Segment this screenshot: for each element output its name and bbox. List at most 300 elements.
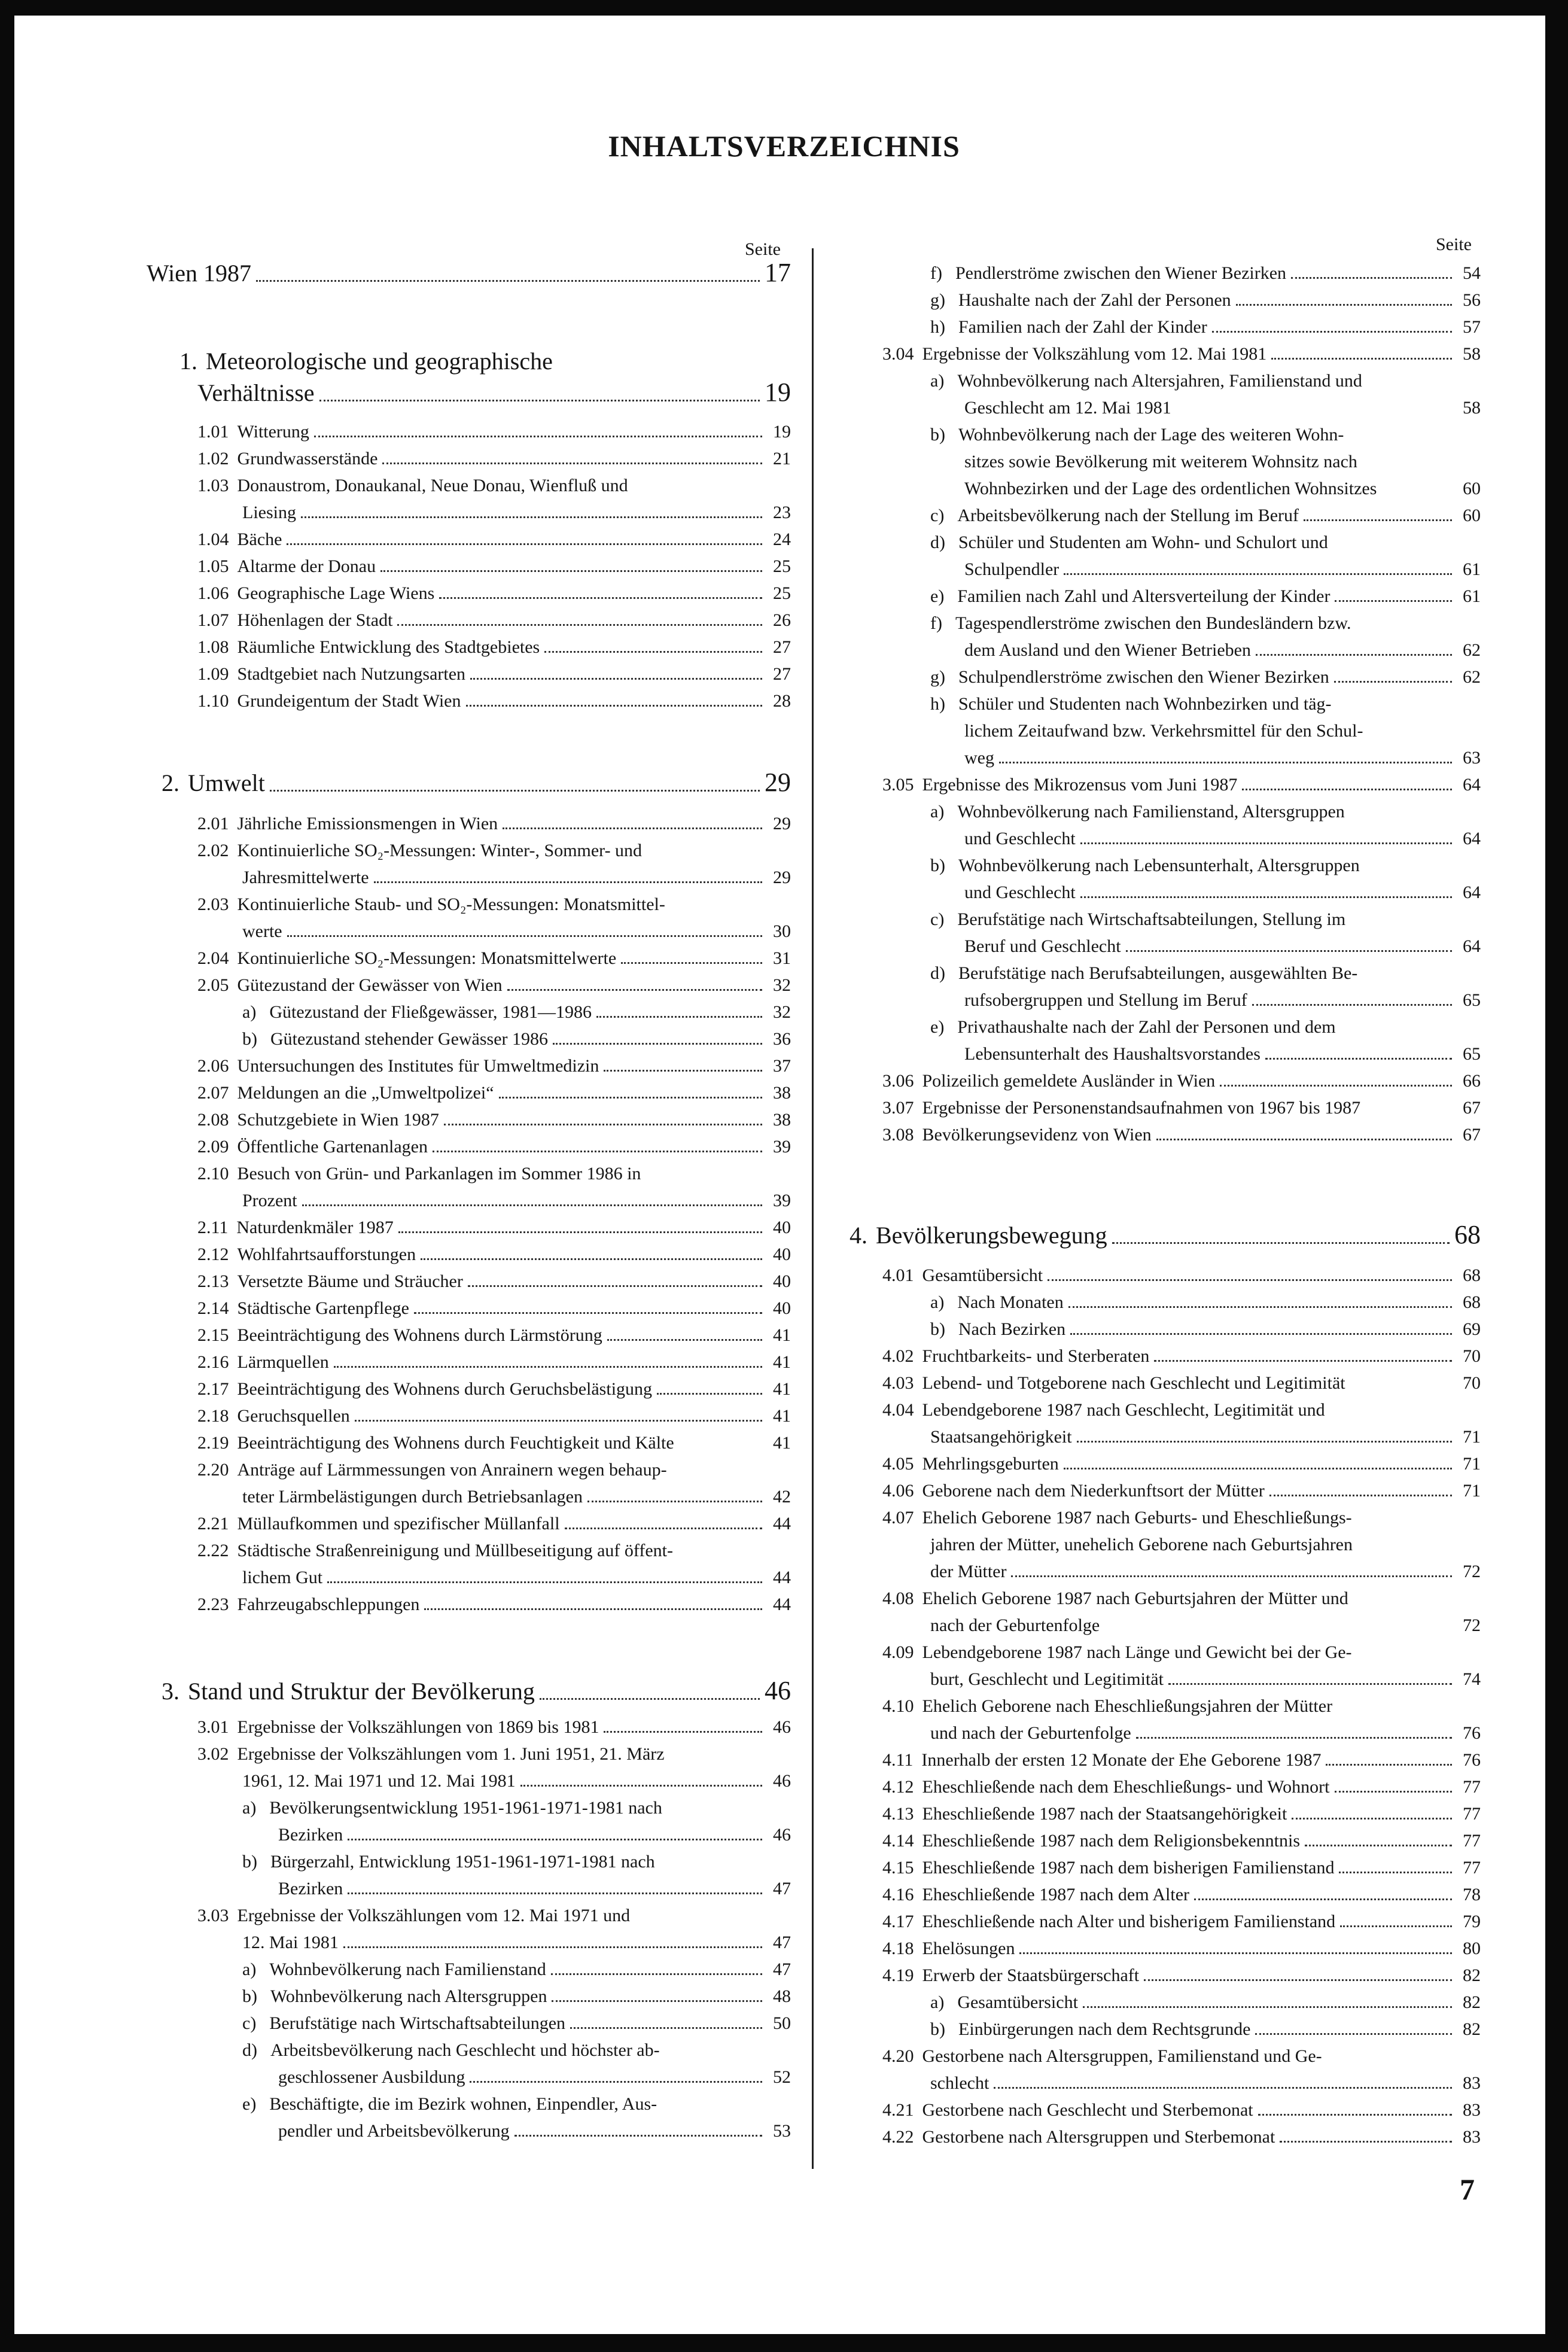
toc-entry-page: 79 (1463, 1912, 1481, 1931)
toc-entry-number: 1.06 (197, 583, 229, 603)
toc-entry-title: Wohnbevölkerung nach Familienstand (269, 1960, 546, 1979)
toc-entry-title: Lärmquellen (237, 1352, 329, 1372)
dot-leader (604, 1070, 762, 1072)
toc-entry-title: Ehelich Geborene nach Eheschließungsjahren der Mütter (922, 1696, 1333, 1716)
toc-entry-page: 19 (765, 378, 791, 407)
toc-entry (197, 814, 791, 834)
toc-entry-number: g) (930, 290, 945, 310)
toc-entry-page: 46 (773, 1771, 791, 1791)
dot-leader (348, 1892, 762, 1894)
toc-entry (930, 1562, 1481, 1582)
toc-entry-number: 2.14 (197, 1298, 229, 1318)
toc-entry-page: 39 (773, 1191, 791, 1210)
toc-entry-number: 2.16 (197, 1352, 229, 1372)
dot-leader (1070, 1333, 1452, 1335)
toc-entry-title: Beruf und Geschlecht (964, 936, 1121, 956)
toc-entry (882, 1346, 1481, 1367)
toc-entry (882, 2046, 1481, 2067)
dot-leader (1080, 896, 1452, 898)
toc-entry (930, 613, 1481, 634)
toc-entry-page: 76 (1463, 1723, 1481, 1743)
toc-entry-title: weg (964, 748, 994, 768)
toc-entry-page: 38 (773, 1083, 791, 1103)
toc-entry-title: Meldungen an die „Umweltpolizei“ (237, 1083, 494, 1103)
toc-entry-page: 36 (773, 1029, 791, 1049)
toc-entry-title: Kontinuierliche SO₂-Messungen: Winter-, Sommer- und (237, 841, 643, 860)
toc-entry (882, 1831, 1481, 1851)
toc-entry-title: Wohnbezirken und der Lage des ordentlichen Wohnsitzes (964, 479, 1377, 498)
toc-entry (242, 1771, 791, 1791)
toc-entry-number: h) (930, 694, 945, 714)
toc-entry (882, 1750, 1481, 1770)
toc-entry-number: 4.06 (882, 1481, 914, 1501)
toc-entry-title: pendler und Arbeitsbevölkerung (278, 2121, 510, 2141)
toc-entry (197, 1906, 791, 1926)
toc-entry (197, 1595, 791, 1615)
toc-entry (930, 1723, 1481, 1744)
toc-entry-number: a) (930, 1992, 945, 2012)
toc-entry (930, 2073, 1481, 2094)
toc-entry-title: Fahrzeugabschleppungen (237, 1595, 420, 1614)
dot-leader (444, 1124, 762, 1125)
dot-leader (256, 280, 760, 282)
dot-leader (540, 1698, 760, 1700)
toc-entry (242, 1568, 791, 1588)
toc-entry-title: Liesing (242, 503, 296, 522)
toc-entry-title: Ergebnisse der Volkszählung vom 12. Mai 1981 (922, 344, 1267, 364)
toc-entry-page: 61 (1463, 586, 1481, 606)
toc-entry (242, 1002, 791, 1023)
toc-entry-page: 28 (773, 691, 791, 711)
toc-entry (930, 1319, 1481, 1340)
toc-entry (197, 1433, 791, 1453)
toc-entry-page: 83 (1463, 2127, 1481, 2147)
toc-entry-number: 2.22 (197, 1541, 229, 1560)
toc-entry (882, 1642, 1481, 1663)
dot-leader (553, 1043, 762, 1045)
toc-entry-title: Berufstätige nach Wirtschaftsabteilungen (269, 2013, 566, 2033)
toc-entry-page: 32 (773, 1002, 791, 1022)
toc-entry-page: 41 (773, 1406, 791, 1426)
dot-leader (1212, 331, 1452, 333)
toc-entry-title: 1961, 12. Mai 1971 und 12. Mai 1981 (242, 1771, 516, 1791)
toc-entry-page: 63 (1463, 748, 1481, 768)
toc-entry (882, 1777, 1481, 1797)
toc-entry-page: 64 (1463, 883, 1481, 902)
toc-entry (882, 1481, 1481, 1501)
toc-entry-title: Privathaushalte nach der Zahl der Personen und dem (957, 1017, 1336, 1037)
toc-entry (242, 1852, 791, 1872)
toc-entry-page: 41 (773, 1325, 791, 1345)
toc-entry (242, 1798, 791, 1818)
toc-entry-page: 44 (773, 1568, 791, 1587)
toc-entry-title: Umwelt (188, 769, 265, 796)
toc-entry-title: Ehelich Geborene 1987 nach Geburtsjahren der Mütter und (922, 1589, 1348, 1608)
dot-leader (319, 400, 760, 401)
toc-entry-title: Pendlerströme zwischen den Wiener Bezirken (955, 263, 1287, 283)
toc-entry-page: 27 (773, 637, 791, 657)
toc-entry (197, 1137, 791, 1157)
toc-entry-number: d) (930, 963, 945, 983)
toc-entry-number: 1.01 (197, 422, 229, 442)
dot-leader (1339, 1872, 1452, 1873)
dot-leader (657, 1393, 762, 1395)
toc-entry (882, 1098, 1481, 1118)
toc-entry-title: Altarme der Donau (237, 556, 376, 576)
toc-entry-page: 77 (1463, 1804, 1481, 1824)
toc-entry (882, 2127, 1481, 2147)
toc-entry-page: 64 (1463, 936, 1481, 956)
toc-entry (197, 1164, 791, 1184)
toc-entry-number: 2.08 (197, 1110, 229, 1130)
dot-leader (1265, 1058, 1452, 1060)
seite-label-right: Seite (1436, 235, 1472, 254)
toc-entry-page: 19 (773, 422, 791, 442)
toc-entry-page: 46 (773, 1825, 791, 1845)
dot-leader (380, 570, 762, 572)
toc-entry-title: Ergebnisse der Personenstandsaufnahmen von 1967 bis 1987 (922, 1098, 1361, 1118)
toc-entry-title: Untersuchungen des Institutes für Umweltmedizin (237, 1056, 599, 1076)
toc-entry-title: Höhenlagen der Stadt (237, 610, 393, 630)
toc-entry-title: Wohnbevölkerung nach Altersgruppen (270, 1986, 547, 2006)
dot-leader (1112, 1242, 1450, 1244)
toc-entry-page: 37 (773, 1056, 791, 1076)
toc-entry-number: b) (930, 1319, 945, 1339)
dot-leader (551, 1973, 762, 1975)
toc-entry-number: c) (242, 2013, 257, 2033)
toc-entry-page: 40 (773, 1245, 791, 1264)
toc-entry-title: Staatsangehörigkeit (930, 1427, 1072, 1447)
toc-entry-number: 2.11 (197, 1218, 229, 1237)
toc-entry-number: e) (930, 1017, 945, 1037)
toc-entry-page: 26 (773, 610, 791, 630)
toc-entry (882, 1454, 1481, 1474)
toc-entry (882, 1373, 1481, 1393)
toc-entry-number: 3. (162, 1678, 179, 1705)
dot-leader (397, 624, 762, 626)
toc-entry-title: Schulpendler (964, 559, 1059, 579)
toc-entry-title: Gesamtübersicht (922, 1265, 1043, 1285)
toc-entry-title: Stadtgebiet nach Nutzungsarten (237, 664, 466, 684)
toc-entry-title: Witterung (237, 422, 309, 442)
toc-entry-title: Ehelösungen (922, 1939, 1015, 1958)
toc-entry-number: 4.10 (882, 1696, 914, 1716)
toc-entry (197, 975, 791, 996)
dot-leader (374, 881, 762, 883)
toc-entry (882, 1885, 1481, 1905)
toc-entry-page: 24 (773, 530, 791, 549)
toc-entry (964, 452, 1481, 472)
toc-entry (882, 1804, 1481, 1824)
toc-entry-page: 57 (1463, 317, 1481, 337)
dot-leader (1334, 681, 1452, 683)
toc-entry (242, 2094, 791, 2114)
dot-leader (499, 1097, 762, 1099)
toc-entry-page: 40 (773, 1298, 791, 1318)
toc-entry-number: b) (242, 1029, 257, 1049)
toc-entry-title: Kontinuierliche SO₂-Messungen: Monatsmittelwerte (237, 948, 617, 968)
toc-entry-number: 4.15 (882, 1858, 914, 1878)
toc-entry (197, 449, 791, 469)
toc-entry-page: 23 (773, 503, 791, 522)
toc-entry-page: 30 (773, 921, 791, 941)
toc-entry-page: 31 (773, 948, 791, 968)
toc-entry (930, 1535, 1481, 1555)
toc-entry-title: teter Lärmbelästigungen durch Betriebsanlagen (242, 1487, 583, 1507)
toc-entry-page: 58 (1463, 344, 1481, 364)
toc-entry-page: 47 (773, 1960, 791, 1979)
toc-entry (964, 398, 1481, 418)
toc-entry-number: 3.05 (882, 775, 914, 795)
toc-entry-number: 1.07 (197, 610, 229, 630)
toc-entry (930, 1292, 1481, 1313)
toc-entry-number: g) (930, 667, 945, 687)
toc-entry-page: 68 (1454, 1220, 1481, 1249)
toc-entry-title: Gütezustand stehender Gewässer 1986 (270, 1029, 549, 1049)
dot-leader (343, 1946, 762, 1948)
toc-entry-title: Versetzte Bäume und Sträucher (237, 1271, 463, 1291)
toc-entry-number: a) (242, 1798, 257, 1818)
toc-entry-title: Familien nach Zahl und Altersverteilung der Kinder (957, 586, 1330, 606)
dot-leader (1269, 1495, 1452, 1496)
toc-entry-page: 67 (1463, 1125, 1481, 1145)
toc-entry-page: 41 (773, 1433, 791, 1453)
toc-entry (964, 829, 1481, 849)
toc-entry-title: Besuch von Grün- und Parkanlagen im Sommer 1986 in (237, 1164, 641, 1183)
toc-entry (882, 1071, 1481, 1091)
toc-entry-page: 70 (1463, 1373, 1481, 1393)
toc-entry-title: nach der Geburtenfolge (930, 1615, 1100, 1635)
toc-entry-number: b) (930, 856, 945, 875)
toc-entry-page: 46 (773, 1717, 791, 1737)
toc-entry-page: 25 (773, 583, 791, 603)
toc-entry-page: 42 (773, 1487, 791, 1507)
toc-entry-title: Wohnbevölkerung nach Lebensunterhalt, Altersgruppen (958, 856, 1360, 875)
toc-entry-number: 4.17 (882, 1912, 914, 1931)
toc-entry-number: b) (242, 1986, 257, 2006)
scan-border-right (1545, 0, 1568, 2352)
toc-entry-title: Arbeitsbevölkerung nach der Stellung im Beruf (957, 506, 1299, 525)
toc-entry (197, 664, 791, 684)
dot-leader (520, 1785, 762, 1787)
dot-leader (1258, 2114, 1452, 2116)
dot-leader (570, 2027, 762, 2029)
toc-entry-page: 82 (1463, 1965, 1481, 1985)
toc-entry (964, 936, 1481, 957)
dot-leader (1048, 1279, 1452, 1281)
toc-entry-title: jahren der Mütter, unehelich Geborene nach Geburtsjahren (930, 1535, 1353, 1554)
toc-entry-page: 64 (1463, 775, 1481, 795)
dot-leader (1292, 1818, 1452, 1819)
toc-entry-title: dem Ausland und den Wiener Betrieben (964, 640, 1251, 660)
toc-entry-title: Berufstätige nach Wirtschaftsabteilungen, Stellung im (957, 909, 1346, 929)
toc-entry (197, 1218, 791, 1238)
dot-leader (503, 827, 762, 829)
toc-entry (162, 767, 791, 798)
toc-entry-title: Geborene nach dem Niederkunftsort der Mütter (922, 1481, 1265, 1501)
toc-entry (197, 583, 791, 604)
toc-entry-title: Wohlfahrtsaufforstungen (237, 1245, 416, 1264)
toc-entry-page: 53 (773, 2121, 791, 2141)
toc-entry-title: Wien 1987 (147, 260, 252, 287)
toc-entry-number: c) (930, 506, 945, 525)
toc-entry-page: 25 (773, 556, 791, 576)
toc-entry (850, 1219, 1481, 1250)
toc-entry-page: 54 (1463, 263, 1481, 283)
dot-leader (1335, 1791, 1452, 1793)
toc-entry-title: Bäche (237, 530, 282, 549)
toc-entry-page: 47 (773, 1933, 791, 1952)
toc-entry (197, 422, 791, 442)
toc-entry (882, 1508, 1481, 1528)
toc-entry-number: 4.04 (882, 1400, 914, 1420)
toc-entry-number: 3.08 (882, 1125, 914, 1145)
toc-entry (882, 1589, 1481, 1609)
dot-leader (552, 2000, 762, 2002)
toc-entry-number: 1.08 (197, 637, 229, 657)
toc-entry-page: 83 (1463, 2100, 1481, 2120)
toc-entry (964, 479, 1481, 499)
toc-entry-title: Städtische Gartenpflege (237, 1298, 409, 1318)
toc-entry-page: 47 (773, 1879, 791, 1898)
toc-entry-page: 77 (1463, 1777, 1481, 1797)
toc-entry (197, 637, 791, 658)
toc-entry-page: 64 (1463, 829, 1481, 848)
toc-entry (197, 1298, 791, 1319)
toc-entry-title: Naturdenkmäler 1987 (236, 1218, 394, 1237)
toc-entry (930, 963, 1481, 984)
toc-entry-title: burt, Geschlecht und Legitimität (930, 1669, 1164, 1689)
toc-entry (278, 2067, 791, 2088)
toc-entry-number: 2.13 (197, 1271, 229, 1291)
toc-entry-number: 2.02 (197, 841, 229, 860)
toc-entry-title: Öffentliche Gartenanlagen (237, 1137, 428, 1157)
toc-entry-page: 41 (773, 1352, 791, 1372)
toc-entry-number: 2.07 (197, 1083, 229, 1103)
toc-entry-title: der Mütter (930, 1562, 1007, 1581)
dot-leader (1340, 1925, 1452, 1927)
toc-entry-number: 2. (162, 769, 179, 796)
toc-entry (930, 263, 1481, 284)
toc-entry (242, 868, 791, 888)
toc-entry-page: 68 (1463, 1292, 1481, 1312)
toc-entry-title: Einbürgerungen nach dem Rechtsgrunde (958, 2019, 1251, 2039)
toc-entry-page: 78 (1463, 1885, 1481, 1904)
toc-entry-title: Prozent (242, 1191, 297, 1210)
toc-entry-page: 83 (1463, 2073, 1481, 2093)
toc-entry-page: 70 (1463, 1346, 1481, 1366)
toc-entry-page: 27 (773, 664, 791, 684)
dot-leader (1335, 600, 1452, 602)
toc-entry-number: 4.21 (882, 2100, 914, 2120)
toc-entry-number: 4.18 (882, 1939, 914, 1958)
toc-entry-page: 72 (1463, 1615, 1481, 1635)
toc-entry (197, 841, 791, 861)
toc-entry (882, 1965, 1481, 1986)
toc-entry-number: 2.19 (197, 1433, 229, 1453)
toc-entry (964, 721, 1481, 741)
page-number: 7 (1460, 2173, 1475, 2206)
toc-entry-title: Erwerb der Staatsbürgerschaft (922, 1965, 1140, 1985)
toc-entry-number: 2.15 (197, 1325, 229, 1345)
toc-entry-number: 1.02 (197, 449, 229, 468)
toc-entry-number: 4.12 (882, 1777, 914, 1797)
toc-entry-number: 3.02 (197, 1744, 229, 1764)
toc-entry-number: 4.19 (882, 1965, 914, 1985)
dot-leader (507, 989, 762, 991)
toc-entry-title: Müllaufkommen und spezifischer Müllanfall (237, 1514, 560, 1533)
toc-entry-page: 29 (773, 814, 791, 833)
toc-entry-title: rufsobergruppen und Stellung im Beruf (964, 990, 1247, 1010)
toc-entry (197, 691, 791, 711)
toc-entry-page: 29 (773, 868, 791, 887)
toc-entry-number: 2.01 (197, 814, 229, 833)
dot-leader (301, 516, 762, 518)
toc-entry-page: 60 (1463, 506, 1481, 525)
toc-entry (930, 856, 1481, 876)
toc-entry-page: 40 (773, 1218, 791, 1237)
toc-entry (964, 640, 1481, 661)
dot-leader (621, 962, 762, 964)
dot-leader (1126, 950, 1452, 952)
toc-entry-title: Lebend- und Totgeborene nach Geschlecht und Legitimität (922, 1373, 1345, 1393)
toc-entry-title: Gestorbene nach Geschlecht und Sterbemonat (922, 2100, 1253, 2120)
toc-entry-title: Jährliche Emissionsmengen in Wien (237, 814, 498, 833)
toc-entry-number: 2.06 (197, 1056, 229, 1076)
dot-leader (421, 1258, 762, 1260)
toc-entry-title: 12. Mai 1981 (242, 1933, 339, 1952)
toc-entry-number: e) (242, 2094, 257, 2114)
toc-entry-title: Geographische Lage Wiens (237, 583, 435, 603)
toc-entry-title: Gestorbene nach Altersgruppen, Familienstand und Ge- (922, 2046, 1322, 2066)
toc-entry (242, 1986, 791, 2007)
toc-entry (882, 1696, 1481, 1717)
toc-entry-page: 44 (773, 1595, 791, 1614)
toc-entry-page: 52 (773, 2067, 791, 2087)
toc-entry-page: 77 (1463, 1858, 1481, 1878)
toc-entry (242, 2013, 791, 2034)
toc-entry-number: 2.20 (197, 1460, 229, 1480)
toc-entry-title: Ehelich Geborene 1987 nach Geburts- und Eheschließungs- (922, 1508, 1352, 1528)
toc-entry (882, 1912, 1481, 1932)
dot-leader (1064, 573, 1452, 575)
toc-entry (930, 1017, 1481, 1037)
toc-entry (197, 610, 791, 631)
toc-entry-number: d) (930, 533, 945, 552)
toc-entry (930, 909, 1481, 930)
dot-leader (439, 597, 762, 599)
toc-entry-page: 21 (773, 449, 791, 468)
toc-entry-title: Ergebnisse der Volkszählungen vom 12. Mai 1971 und (237, 1906, 631, 1925)
toc-entry-page: 77 (1463, 1831, 1481, 1851)
dot-leader (514, 2135, 762, 2137)
toc-entry (882, 775, 1481, 795)
toc-entry-number: d) (242, 2040, 257, 2060)
dot-leader (466, 705, 763, 707)
toc-entry-title: Geschlecht am 12. Mai 1981 (964, 398, 1171, 418)
toc-entry (197, 377, 791, 407)
toc-entry (197, 476, 791, 496)
toc-entry (882, 1939, 1481, 1959)
toc-entry-title: Eheschließende 1987 nach dem Religionsbekenntnis (922, 1831, 1301, 1851)
toc-entry-number: 2.05 (197, 975, 229, 995)
toc-entry (197, 1056, 791, 1076)
toc-entry-number: b) (930, 425, 945, 445)
toc-entry-page: 76 (1463, 1750, 1481, 1770)
seite-label-left: Seite (745, 239, 781, 259)
toc-entry-title: Grundeigentum der Stadt Wien (237, 691, 461, 711)
toc-entry-number: 4. (850, 1222, 867, 1249)
